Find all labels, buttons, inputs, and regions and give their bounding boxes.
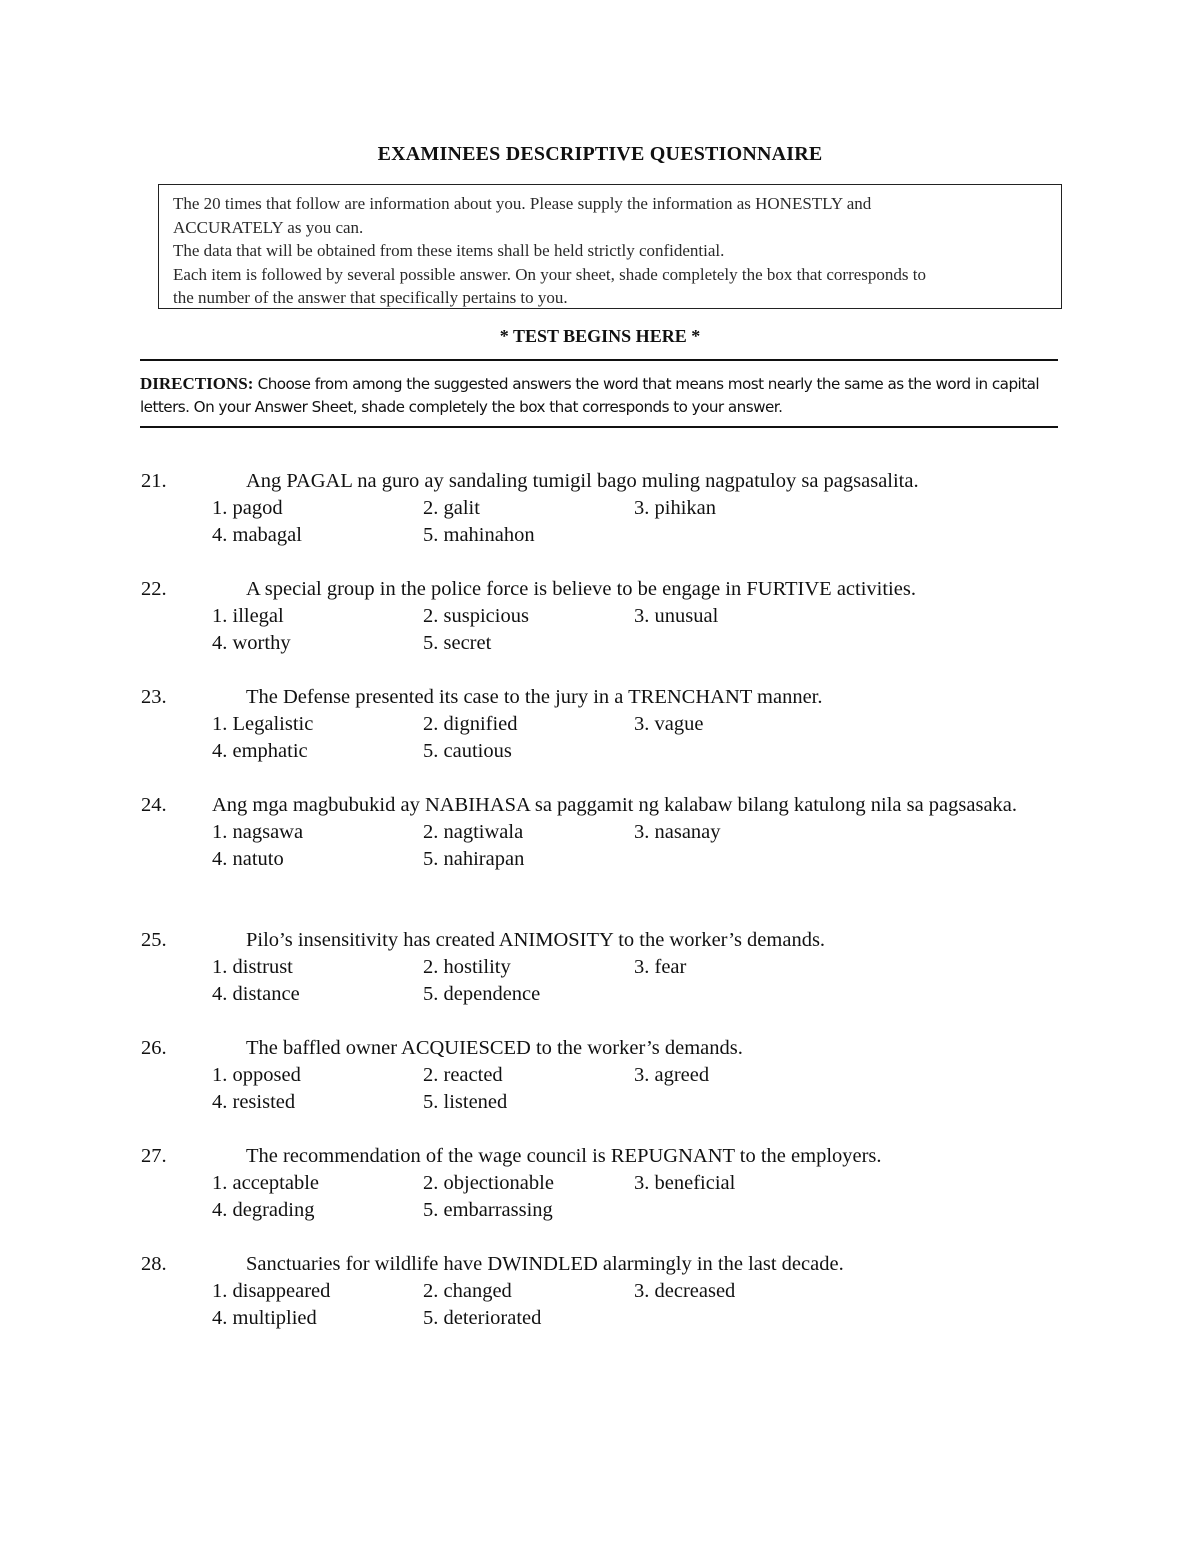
question-text: A special group in the police force is believe to be engage in FURTIVE activities. bbox=[246, 578, 916, 600]
question-text: Sanctuaries for wildlife have DWINDLED alarmingly in the last decade. bbox=[246, 1253, 844, 1275]
instructions-line: Each item is followed by several possible answer. On your sheet, shade completely the box that corresponds to bbox=[173, 264, 927, 284]
question-number: 23. bbox=[141, 686, 167, 708]
answer-option: 5. nahirapan bbox=[423, 848, 525, 870]
directions bbox=[140, 372, 1062, 419]
answer-options bbox=[141, 495, 1066, 549]
instructions-line: The data that will be obtained from these items shall be held strictly confidential. bbox=[173, 241, 725, 260]
answer-option: 2. reacted bbox=[423, 1064, 503, 1086]
question-number: 26. bbox=[141, 1037, 167, 1059]
question-number: 27. bbox=[141, 1145, 167, 1167]
answer-options bbox=[141, 603, 1066, 657]
answer-option: 5. cautious bbox=[423, 740, 512, 762]
answer-option: 4. multiplied bbox=[212, 1307, 317, 1329]
question-number: 22. bbox=[141, 578, 167, 600]
instructions-line: The 20 times that follow are information about you. Please supply the information as HONESTLY and bbox=[173, 194, 872, 213]
question-number: 28. bbox=[141, 1253, 167, 1275]
answer-options bbox=[141, 1278, 1066, 1332]
test-begins-heading: * TEST BEGINS HERE * bbox=[499, 326, 701, 346]
answer-option: 3. beneficial bbox=[634, 1172, 736, 1194]
answer-option: 4. emphatic bbox=[212, 740, 308, 762]
answer-option: 3. unusual bbox=[634, 605, 719, 627]
answer-options bbox=[141, 819, 1066, 873]
question-item bbox=[141, 792, 1066, 873]
directions-text: Choose from among the suggested answers the word that means most nearly the same as the word in capital letters. On your Answer Sheet, shade completely the box that corresponds to your answer. bbox=[140, 375, 1040, 416]
question-item bbox=[141, 468, 1066, 549]
answer-option: 1. Legalistic bbox=[212, 713, 314, 735]
answer-option: 5. deteriorated bbox=[423, 1307, 542, 1329]
answer-option: 4. worthy bbox=[212, 632, 291, 654]
question-text: The recommendation of the wage council is REPUGNANT to the employers. bbox=[246, 1145, 882, 1167]
top-divider bbox=[140, 359, 1058, 361]
question-text: Ang PAGAL na guro ay sandaling tumigil bago muling nagpatuloy sa pagsasalita. bbox=[246, 470, 919, 492]
answer-options bbox=[141, 711, 1066, 765]
answer-option: 2. suspicious bbox=[423, 605, 529, 627]
instructions-line: ACCURATELY as you can. bbox=[173, 217, 364, 237]
answer-option: 3. decreased bbox=[634, 1280, 736, 1302]
question-text: The baffled owner ACQUIESCED to the worker’s demands. bbox=[246, 1037, 743, 1059]
instructions-line: the number of the answer that specifically pertains to you. bbox=[173, 288, 568, 307]
answer-option: 1. illegal bbox=[212, 605, 284, 627]
answer-option: 1. opposed bbox=[212, 1064, 301, 1086]
answer-option: 1. nagsawa bbox=[212, 821, 304, 843]
answer-option: 2. galit bbox=[423, 497, 480, 519]
question-item bbox=[141, 1143, 1066, 1224]
answer-option: 4. degrading bbox=[212, 1199, 315, 1221]
answer-option: 2. nagtiwala bbox=[423, 821, 524, 843]
answer-option: 1. distrust bbox=[212, 956, 293, 978]
answer-option: 5. mahinahon bbox=[423, 524, 535, 546]
answer-option: 4. distance bbox=[212, 983, 300, 1005]
answer-option: 2. objectionable bbox=[423, 1172, 554, 1194]
question-number: 21. bbox=[141, 470, 167, 492]
answer-option: 2. changed bbox=[423, 1280, 512, 1302]
question-item bbox=[141, 927, 1066, 1008]
answer-option: 1. disappeared bbox=[212, 1280, 331, 1302]
question-item bbox=[141, 576, 1066, 657]
answer-options bbox=[141, 1170, 1066, 1224]
answer-option: 4. natuto bbox=[212, 848, 284, 870]
answer-option: 3. vague bbox=[634, 713, 704, 735]
answer-option: 3. pihikan bbox=[634, 497, 716, 519]
answer-option: 4. mabagal bbox=[212, 524, 302, 546]
answer-option: 3. agreed bbox=[634, 1064, 710, 1086]
answer-option: 5. dependence bbox=[423, 983, 541, 1005]
answer-option: 5. embarrassing bbox=[423, 1199, 553, 1221]
question-number: 24. bbox=[141, 794, 167, 816]
question-text: Ang mga magbubukid ay NABIHASA sa paggamit ng kalabaw bilang katulong nila sa pagsasaka. bbox=[212, 794, 1018, 816]
answer-option: 2. hostility bbox=[423, 956, 511, 978]
page-title: EXAMINEES DESCRIPTIVE QUESTIONNAIRE bbox=[377, 143, 823, 165]
question-item bbox=[141, 1035, 1066, 1116]
question-text: Pilo’s insensitivity has created ANIMOSITY to the worker’s demands. bbox=[246, 929, 826, 951]
answer-option: 5. listened bbox=[423, 1091, 508, 1113]
directions-label: DIRECTIONS: bbox=[140, 374, 254, 393]
question-item bbox=[141, 684, 1066, 765]
instructions-box bbox=[158, 184, 1062, 309]
answer-option: 5. secret bbox=[423, 632, 492, 654]
answer-option: 3. nasanay bbox=[634, 821, 721, 843]
question-number: 25. bbox=[141, 929, 167, 951]
question-item bbox=[141, 1251, 1066, 1332]
question-text: The Defense presented its case to the jury in a TRENCHANT manner. bbox=[246, 686, 823, 708]
bottom-divider bbox=[140, 426, 1058, 428]
answer-option: 1. acceptable bbox=[212, 1172, 319, 1194]
answer-option: 2. dignified bbox=[423, 713, 518, 735]
answer-option: 3. fear bbox=[634, 956, 687, 978]
answer-option: 1. pagod bbox=[212, 497, 283, 519]
answer-options bbox=[141, 1062, 1066, 1116]
answer-options bbox=[141, 954, 1066, 1008]
answer-option: 4. resisted bbox=[212, 1091, 296, 1113]
